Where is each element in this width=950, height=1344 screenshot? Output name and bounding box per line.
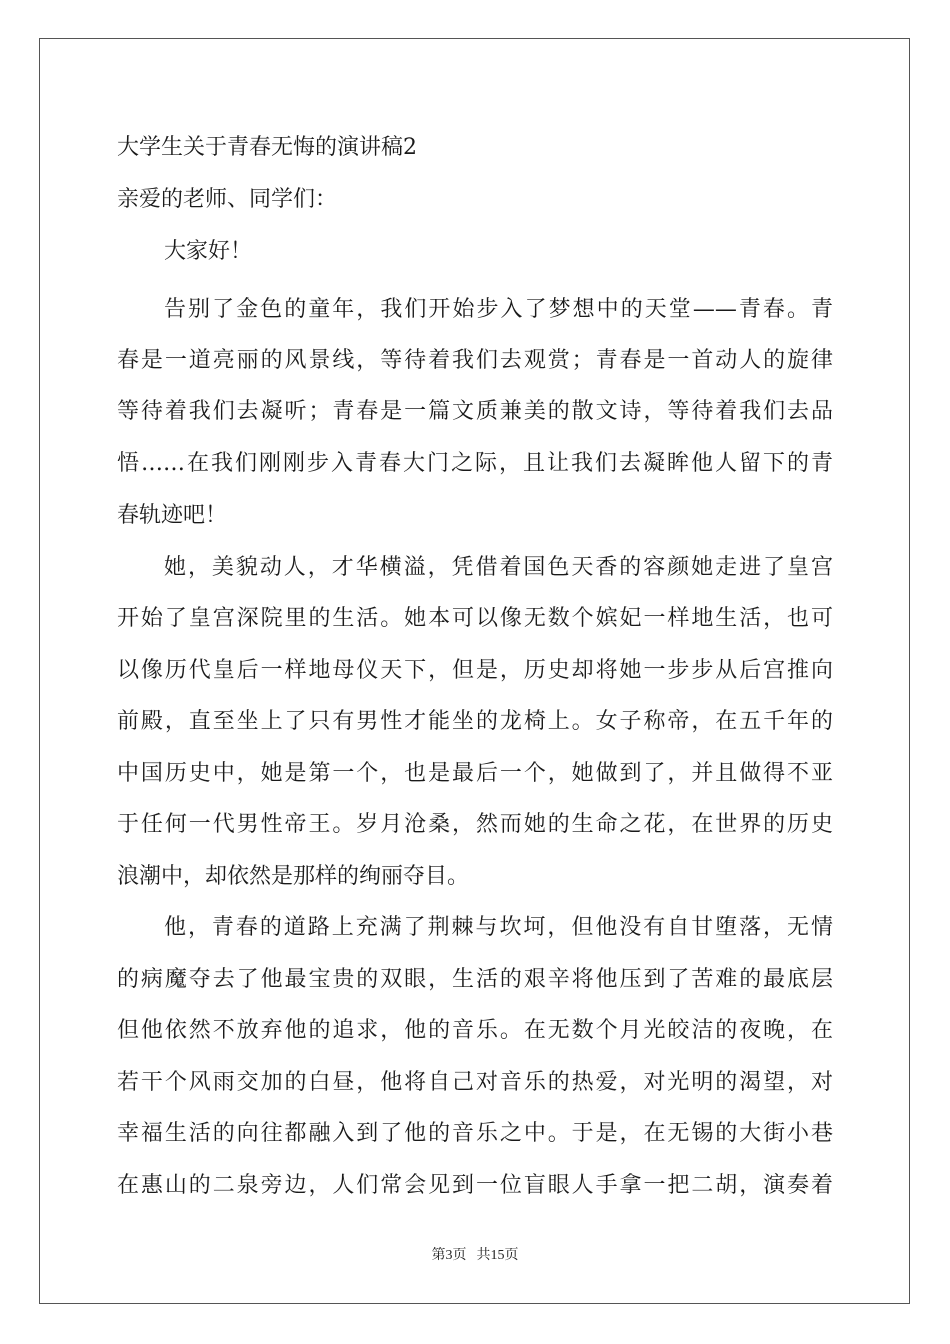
paragraph-3-line-3: 但他依然不放弃他的追求，他的音乐。在无数个月光皎洁的夜晚，在 <box>117 1018 833 1043</box>
page-footer <box>0 1244 950 1264</box>
paragraph-1-line-2: 春是一道亮丽的风景线，等待着我们去观赏；青春是一首动人的旋律 <box>117 348 833 373</box>
paragraph-3-line-4: 若干个风雨交加的白昼，他将自己对音乐的热爱，对光明的渴望，对 <box>117 1070 833 1095</box>
paragraph-3-line-2: 的病魔夺去了他最宝贵的双眼，生活的艰辛将他压到了苦难的最底层 <box>117 967 833 992</box>
page-number: 第3页 <box>431 1248 467 1263</box>
paragraph-2-line-2: 开始了皇宫深院里的生活。她本可以像无数个嫔妃一样地生活，也可 <box>117 606 833 631</box>
paragraph-3-line-5: 幸福生活的向往都融入到了他的音乐之中。于是，在无锡的大街小巷 <box>117 1121 833 1146</box>
document-title: 大学生关于青春无悔的演讲稿2 <box>117 135 417 160</box>
greeting: 大家好！ <box>164 239 253 264</box>
paragraph-1-line-4: 悟……在我们刚刚步入青春大门之际，且让我们去凝眸他人留下的青 <box>117 451 833 476</box>
paragraph-2-line-3: 以像历代皇后一样地母仪天下，但是，历史却将她一步步从后宫推向 <box>117 658 833 683</box>
paragraph-2-line-1: 她，美貌动人，才华横溢，凭借着国色天香的容颜她走进了皇宫 <box>164 555 833 580</box>
paragraph-3-line-6: 在惠山的二泉旁边，人们常会见到一位盲眼人手拿一把二胡，演奏着 <box>117 1173 833 1198</box>
paragraph-1-line-3: 等待着我们去凝听；青春是一篇文质兼美的散文诗，等待着我们去品 <box>117 399 833 424</box>
paragraph-2-line-7: 浪潮中，却依然是那样的绚丽夺目。 <box>117 864 470 889</box>
paragraph-2-line-4: 前殿，直至坐上了只有男性才能坐的龙椅上。女子称帝，在五千年的 <box>117 709 833 734</box>
paragraph-2-line-6: 于任何一代男性帝王。岁月沧桑，然而她的生命之花，在世界的历史 <box>117 812 833 837</box>
paragraph-3-line-1: 他，青春的道路上充满了荆棘与坎坷，但他没有自甘堕落，无情 <box>164 915 833 940</box>
paragraph-2-line-5: 中国历史中，她是第一个，也是最后一个，她做到了，并且做得不亚 <box>117 761 833 786</box>
paragraph-1-line-5: 春轨迹吧！ <box>117 503 228 528</box>
salutation: 亲爱的老师、同学们： <box>117 187 338 212</box>
total-pages: 共15页 <box>476 1248 519 1263</box>
paragraph-1-line-1: 告别了金色的童年，我们开始步入了梦想中的天堂——青春。青 <box>164 297 833 322</box>
